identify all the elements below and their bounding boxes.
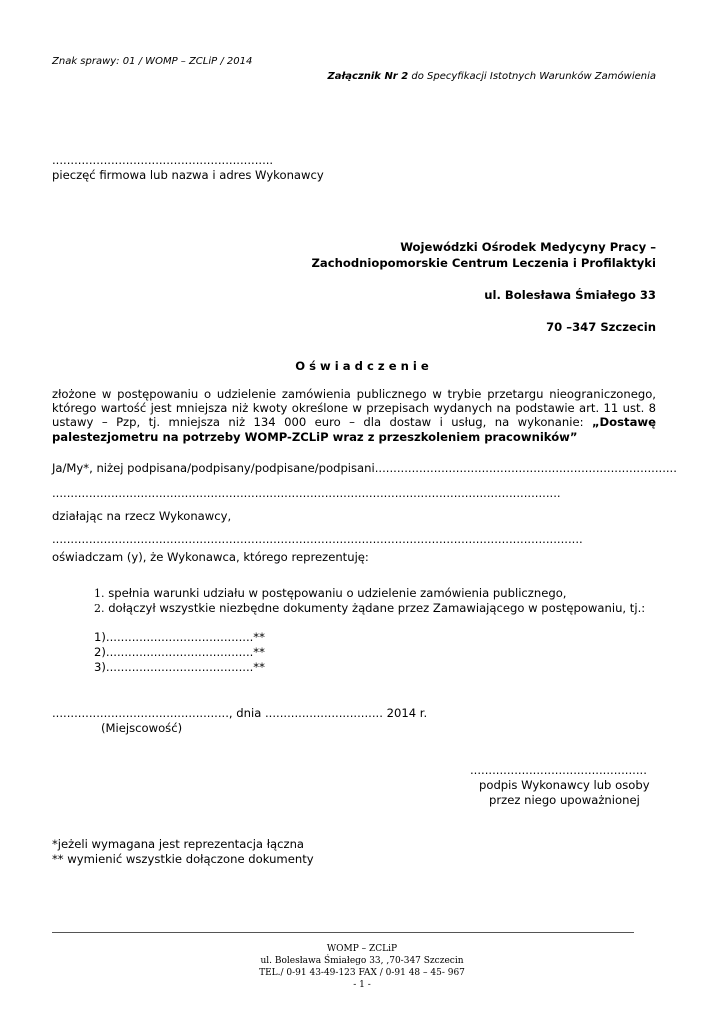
stamp-label: pieczęć firmowa lub nazwa i adres Wykonawcy [52,168,324,182]
condition-item [94,601,645,615]
signature-label-line1: podpis Wykonawcy lub osoby [479,778,650,792]
footer-org: WOMP – ZCLiP [326,944,398,954]
declaration-lead: oświadczam (y), że Wykonawca, którego reprezentuję: [52,550,369,564]
page-number: - 1 - [353,980,371,990]
signature-label-line2: przez niego upoważnionej [489,793,640,807]
footer-address: ul. Bolesława Śmiałego 33, ,70-347 Szczecin [260,956,464,966]
signatory-line: Ja/My*, niżej podpisana/podpisany/podpisane/podpisani.................................................................................. [52,461,677,475]
condition-number: 2. [94,602,105,615]
footnote-documents: ** wymienić wszystkie dołączone dokumenty [52,852,314,866]
document-entry: 2)........................................** [94,645,265,659]
acting-label: działając na rzecz Wykonawcy, [52,509,232,523]
place-label: (Miejscowość) [101,721,183,735]
attachment-number: Załącznik Nr 2 [327,71,409,82]
attachment-spec: do Specyfikacji Istotnych Warunków Zamówienia [408,71,656,82]
contract-subject: „Dostawę palestezjometru na potrzeby WOMP-ZCLiP wraz z przeszkoleniem pracowników” [52,415,656,444]
footnote-representation: *jeżeli wymagana jest reprezentacja łączna [52,837,305,851]
document-entry: 3)........................................** [94,660,265,674]
intro-text: złożone w postępowaniu o udzielenie zamówienia publicznego w trybie przetargu nieograniczonego, którego wartość jest mniejsza niż kwoty określone w przepisach wydanych na podstawie art. 11 ust. 8 ustawy – Pzp, tj. mniejsza niż 134 000 euro – dla dostaw i usług, na wykonanie: [52,387,656,430]
condition-text: dołączył wszystkie niezbędne dokumenty żądane przez Zamawiającego w postępowaniu, tj.: [108,601,646,615]
acting-dots: ................................................................................................................................................ [52,532,583,546]
document-entry: 1)........................................** [94,630,265,644]
footer-divider [52,932,634,933]
condition-number: 1. [94,587,105,600]
footer-contact: TEL./ 0-91 43-49-123 FAX / 0-91 48 – 45- 967 [259,968,465,978]
place-date-line: ................................................, dnia ................................ 2014 r. [52,706,428,720]
document-title: O ś w i a d c z e n i e [295,359,429,373]
case-number: Znak sprawy: 01 / WOMP – ZCLiP / 2014 [52,56,253,67]
condition-text: spełnia warunki udziału w postępowaniu o udzielenie zamówienia publicznego, [108,586,567,600]
recipient-city: 70 –347 Szczecin [546,320,656,334]
recipient-street: ul. Bolesława Śmiałego 33 [484,288,656,302]
recipient-line1: Wojewódzki Ośrodek Medycyny Pracy – [400,240,656,254]
stamp-dots: ............................................................ [52,153,274,167]
condition-item [94,586,567,600]
signatory-continuation: .......................................................................................................................................... [52,486,561,500]
signature-dots: ................................................ [470,763,647,777]
recipient-line2: Zachodniopomorskie Centrum Leczenia i Profilaktyki [311,256,656,270]
intro-paragraph [52,387,656,444]
attachment-reference [328,71,656,82]
